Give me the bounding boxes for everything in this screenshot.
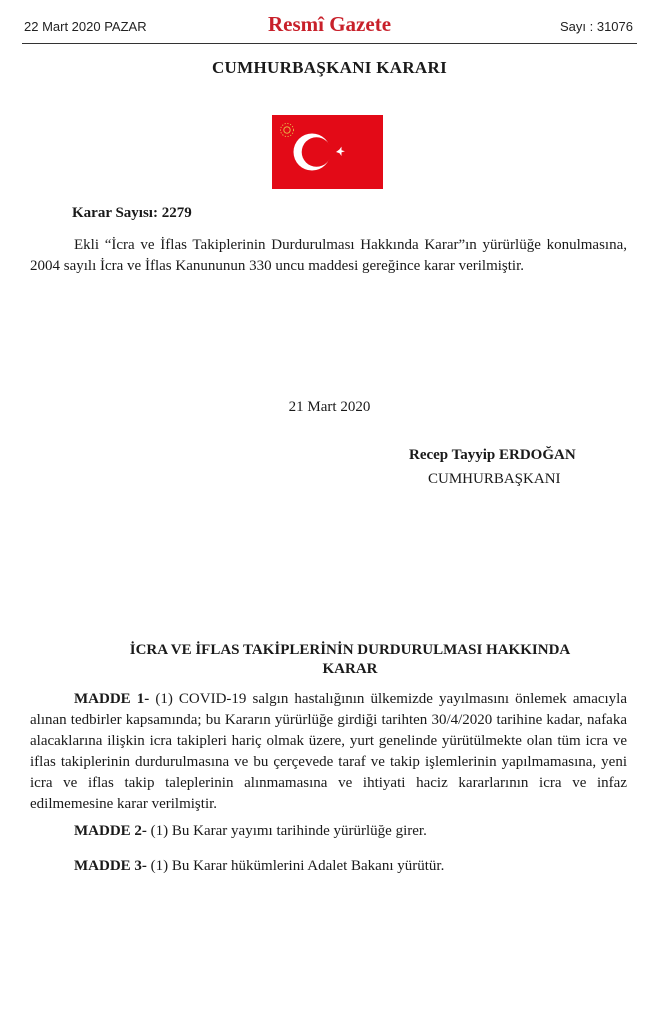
article-2-text: (1) Bu Karar yayımı tarihinde yürürlüğe girer. — [146, 823, 427, 839]
article-3 — [30, 856, 627, 877]
article-2-label: MADDE 2- — [74, 823, 147, 839]
decree-title: İCRA VE İFLAS TAKİPLERİNİN DURDURULMASI HAKKINDA KARAR — [129, 642, 571, 677]
gazette-title: Resmî Gazete — [267, 12, 392, 36]
header-divider — [22, 43, 637, 44]
turkish-flag-icon — [272, 115, 383, 189]
issue-date: 22 Mart 2020 PAZAR — [24, 19, 147, 34]
article-2 — [30, 821, 627, 842]
signature-date: 21 Mart 2020 — [288, 399, 371, 415]
signer-title: CUMHURBAŞKANI — [428, 471, 561, 487]
document-title: CUMHURBAŞKANI KARARI — [211, 58, 448, 77]
decision-number: Karar Sayısı: 2279 — [72, 205, 192, 221]
article-1-text: (1) COVID-19 salgın hastalığının ülkemizde yayılmasını önlemek amacıyla alınan tedbirler kapsamında; bu Kararın yürürlüğe girdiği tarihten 30/4/2020 tarihine kadar, nafaka alacaklarına ilişkin icra takipleri hariç olmak üzere, yurt genelinde yürütülmekte olan tüm icra ve iflas takiplerinin durdurulmasına ve bu çerçevede taraf ve takip işlemlerinin yapılmamasına, yeni icra ve iflas takip taleplerinin alınmamasına ve ihtiyati haciz kararlarının icra ve infaz edilmemesine karar verilmiştir. — [30, 691, 627, 812]
article-3-text: (1) Bu Karar hükümlerini Adalet Bakanı yürütür. — [146, 858, 445, 874]
article-1 — [30, 689, 627, 815]
intro-paragraph: Ekli “İcra ve İflas Takiplerinin Durdurulması Hakkında Karar”ın yürürlüğe konulmasına, 2004 sayılı İcra ve İflas Kanununun 330 uncu maddesi gereğince karar verilmiştir. — [30, 237, 627, 274]
issue-number: Sayı : 31076 — [560, 19, 633, 34]
article-1-label: MADDE 1- — [74, 691, 150, 707]
signer-name: Recep Tayyip ERDOĞAN — [409, 447, 576, 463]
article-3-label: MADDE 3- — [74, 858, 147, 874]
